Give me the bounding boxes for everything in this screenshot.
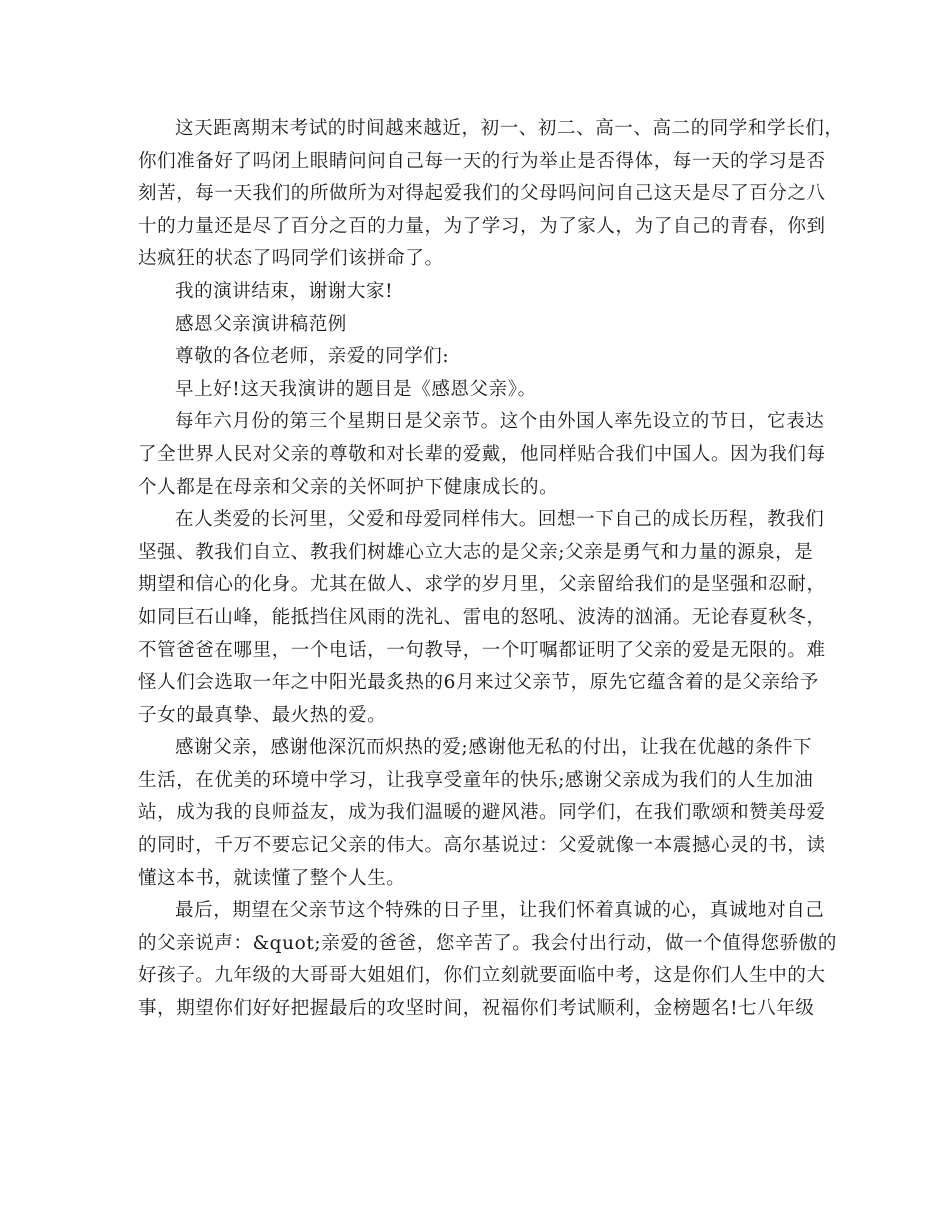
- text-line: 你们准备好了吗闭上眼睛问问自己每一天的行为举止是否得体，每一天的学习是否: [138, 150, 826, 172]
- text-line: 站，成为我的良师益友，成为我们温暖的避风港。同学们，在我们歌颂和赞美母爱: [138, 802, 826, 824]
- text-line: 了全世界人民对父亲的尊敬和对长辈的爱戴，他同样贴合我们中国人。因为我们每: [138, 443, 826, 465]
- text-line: 期望和信心的化身。尤其在做人、求学的岁月里，父亲留给我们的是坚强和忍耐，: [138, 574, 826, 596]
- text-line: 不管爸爸在哪里，一个电话，一句教导，一个叮嘱都证明了父亲的爱是无限的。难: [138, 639, 826, 661]
- text-line: 每年六月份的第三个星期日是父亲节。这个由外国人率先设立的节日，它表达: [175, 411, 825, 433]
- text-line: 这天距离期末考试的时间越来越近，初一、初二、高一、高二的同学和学长们，: [175, 118, 844, 139]
- text-line: 坚强、教我们自立、教我们树雄心立大志的是父亲;父亲是勇气和力量的源泉，是: [138, 541, 814, 563]
- text-line: 刻苦，每一天我们的所做所为对得起爱我们的父母吗问问自己这天是尽了百分之八: [138, 183, 826, 205]
- text-line: 达疯狂的状态了吗同学们该拼命了。: [138, 248, 444, 270]
- document-body: [138, 113, 844, 1026]
- text-line: 尊敬的各位老师，亲爱的同学们:: [175, 346, 450, 368]
- text-line: 如同巨石山峰，能抵挡住风雨的洗礼、雷电的怒吼、波涛的汹涌。无论春夏秋冬，: [138, 606, 826, 628]
- text-line: 子女的最真挚、最火热的爱。: [138, 704, 387, 726]
- text-line: 十的力量还是尽了百分之百的力量，为了学习，为了家人，为了自己的青春，你到: [138, 215, 826, 237]
- text-line: 感谢父亲，感谢他深沉而炽热的爱;感谢他无私的付出，让我在优越的条件下: [175, 737, 813, 759]
- text-line: 我的演讲结束，谢谢大家!: [175, 280, 394, 302]
- paragraph: [138, 406, 828, 504]
- paragraph: [138, 374, 828, 407]
- text-line: 生活，在优美的环境中学习，让我享受童年的快乐;感谢父亲成为我们的人生加油: [138, 769, 814, 791]
- text-line: 早上好!这天我演讲的题目是《感恩父亲》。: [175, 378, 537, 400]
- text-line: 好孩子。九年级的大哥哥大姐姐们，你们立刻就要面临中考，这是你们人生中的大: [138, 965, 826, 987]
- text-line: 怪人们会选取一年之中阳光最炙热的6月来过父亲节，原先它蕴含着的是父亲给予: [138, 672, 819, 694]
- paragraph: [138, 113, 844, 276]
- text-line: 在人类爱的长河里，父爱和母爱同样伟大。回想一下自己的成长历程，教我们: [175, 509, 825, 531]
- text-line: 个人都是在母亲和父亲的关怀呵护下健康成长的。: [138, 476, 559, 498]
- paragraph: [138, 732, 828, 895]
- paragraph: [138, 895, 837, 1025]
- paragraph: [138, 341, 828, 374]
- text-line: 最后，期望在父亲节这个特殊的日子里，让我们怀着真诚的心，真诚地对自己: [175, 900, 825, 922]
- text-line: 的父亲说声：&quot;亲爱的爸爸，您辛苦了。我会付出行动，做一个值得您骄傲的: [138, 932, 837, 954]
- paragraph: [138, 504, 828, 732]
- text-line: 的同时，千万不要忘记父亲的伟大。高尔基说过：父爱就像一本震撼心灵的书，读: [138, 835, 826, 857]
- paragraph: [138, 276, 828, 309]
- text-line: 感恩父亲演讲稿范例: [175, 313, 347, 335]
- text-line: 懂这本书，就读懂了整个人生。: [138, 867, 406, 889]
- paragraph: [138, 309, 828, 342]
- text-line: 事，期望你们好好把握最后的攻坚时间，祝福你们考试顺利，金榜题名!七八年级: [138, 998, 815, 1020]
